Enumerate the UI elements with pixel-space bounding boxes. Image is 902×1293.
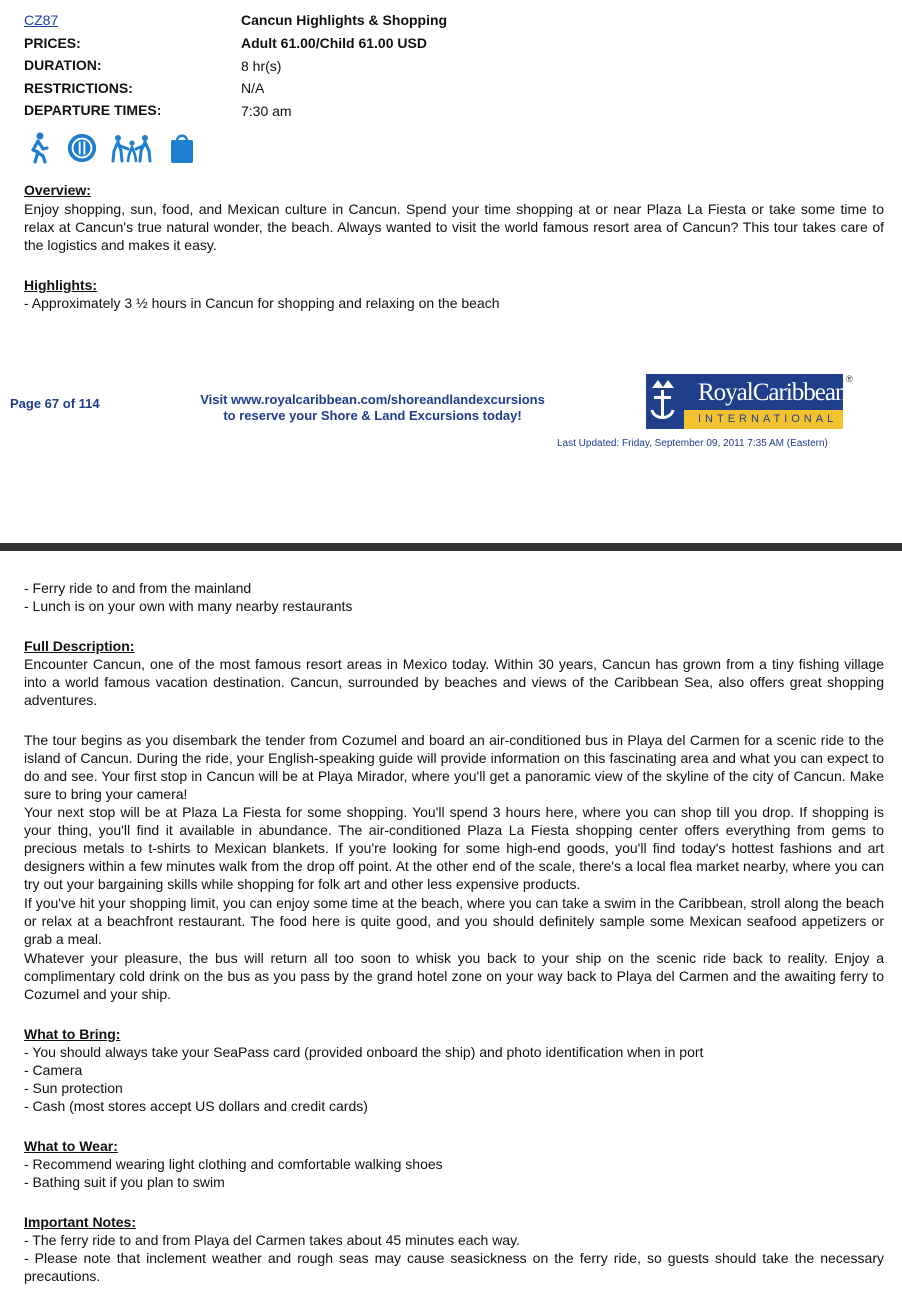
highlight-item: - Ferry ride to and from the mainland [24, 580, 252, 596]
what-to-bring-heading: What to Bring: [24, 1026, 121, 1042]
prices-label: PRICES: [24, 35, 81, 51]
visit-website-text [170, 392, 575, 424]
description-paragraph: The tour begins as you disembark the tender from Cozumel and board an air-conditioned bus in Playa del Carmen for a scenic ride to the island of Cancun. During the ride, your English-speaking guide will provide information on this fascinating area and what you can expect to do and see. Your first stop in Cancun will be at Playa Mirador, where you'll get a panoramic view of the skyline of the city of Cancun. Make sure to bring your camera! [24, 732, 884, 802]
duration-value: 8 hr(s) [241, 58, 282, 74]
bring-item: - Camera [24, 1062, 83, 1078]
logo-sub-text: INTERNATIONAL [698, 413, 838, 425]
highlight-item: - Approximately 3 ½ hours in Cancun for shopping and relaxing on the beach [24, 295, 500, 311]
duration-label: DURATION: [24, 57, 102, 73]
visit-line-1: Visit www.royalcaribbean.com/shoreandlandexcursions [200, 392, 545, 407]
royal-caribbean-logo [646, 374, 847, 429]
note-item: - Please note that inclement weather and rough seas may cause seasickness on the ferry ride, so guests should take the necessary precautions. [24, 1250, 884, 1284]
note-item: - The ferry ride to and from Playa del Carmen takes about 45 minutes each way. [24, 1232, 520, 1248]
description-paragraph: If you've hit your shopping limit, you can enjoy some time at the beach, where you can take a swim in the Caribbean, stroll along the beach or relax at a beachfront restaurant. The food here is quite good, and you should definitely sample some Mexican seafood appetizers or grab a meal. [24, 895, 884, 947]
highlights-heading: Highlights: [24, 277, 98, 293]
wear-item: - Bathing suit if you plan to swim [24, 1174, 225, 1190]
highlight-item: - Lunch is on your own with many nearby restaurants [24, 598, 353, 614]
restrictions-label: RESTRICTIONS: [24, 80, 133, 96]
description-paragraph: Whatever your pleasure, the bus will return all too soon to whisk you back to your ship on the scenic ride back to reality. Enjoy a complimentary cold drink on the bus as you pass by the grand hotel zone on your way back to Playa del Carmen and the awaiting ferry to Cozumel and your ship. [24, 950, 884, 1002]
departure-times-label: DEPARTURE TIMES: [24, 102, 162, 118]
description-paragraph: Encounter Cancun, one of the most famous resort areas in Mexico today. Within 30 years, Cancun has grown from a tiny fishing village into a world famous vacation destination. Cancun, surrounded by beaches and views of the Caribbean Sea, also offers great shopping adventures. [24, 656, 884, 708]
full-description-heading: Full Description: [24, 638, 135, 654]
page-divider [0, 543, 902, 551]
walking-person-icon [22, 132, 54, 164]
visit-line-2: to reserve your Shore & Land Excursions today! [223, 408, 522, 423]
family-icon [110, 132, 154, 164]
wear-item: - Recommend wearing light clothing and comfortable walking shoes [24, 1156, 443, 1172]
registered-mark: ® [846, 374, 853, 384]
page-number: Page 67 of 114 [10, 396, 100, 411]
tour-code-link[interactable]: CZ87 [24, 12, 59, 28]
important-notes-heading: Important Notes: [24, 1214, 136, 1230]
departure-times-value: 7:30 am [241, 103, 292, 119]
last-updated-text: Last Updated: Friday, September 09, 2011 7:35 AM (Eastern) [557, 438, 828, 449]
what-to-wear-heading: What to Wear: [24, 1138, 118, 1154]
bring-item: - Cash (most stores accept US dollars and credit cards) [24, 1098, 368, 1114]
activity-icons [22, 132, 210, 164]
shopping-bag-icon [166, 132, 198, 164]
overview-text: Enjoy shopping, sun, food, and Mexican culture in Cancun. Spend your time shopping at or near Plaza La Fiesta or take some time to relax at Cancun's true natural wonder, the beach. Always wanted to visit the world famous resort area of Cancun? This tour takes care of the logistics and makes it easy. [24, 201, 884, 253]
bring-item: - You should always take your SeaPass card (provided onboard the ship) and photo identification when in port [24, 1044, 704, 1060]
bring-item: - Sun protection [24, 1080, 123, 1096]
description-paragraph: Your next stop will be at Plaza La Fiesta for some shopping. You'll spend 3 hours here, where you can shop till you drop. If shopping is your thing, you'll find it available in abundance. The air-conditioned Plaza La Fiesta shopping center offers everything from gems to precious metals to t-shirts to Mexican blankets. If you're looking for some high-end goods, you'll find today's hottest fashions and art designers within a few minutes walk from the drop off point. At the other end of the scale, there's a local flea market nearby, where you can try out your bargaining skills while shopping for folk art and other less expensive products. [24, 804, 884, 892]
logo-brand-text: RoyalCaribbean [698, 379, 847, 406]
prices-value: Adult 61.00/Child 61.00 USD [241, 35, 427, 51]
overview-heading: Overview: [24, 182, 91, 198]
restrictions-value: N/A [241, 80, 265, 96]
dining-plate-icon [66, 132, 98, 164]
tour-title: Cancun Highlights & Shopping [241, 12, 448, 28]
